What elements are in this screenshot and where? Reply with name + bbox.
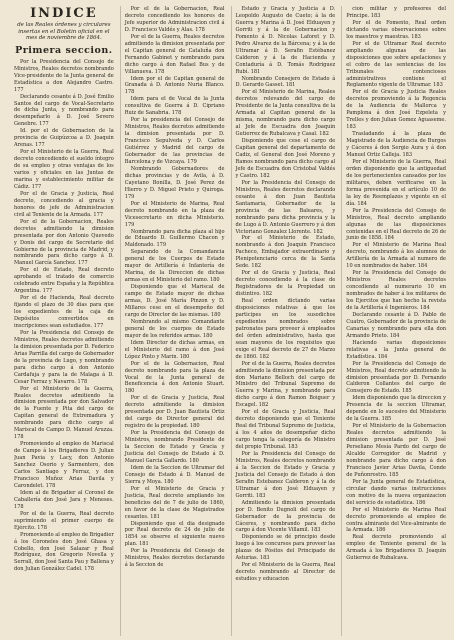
entry-text: Por el de la Gobernacion, Real decreto nombrando para la plaza de Vocal de la Junta general de Beneficencia á don Antonio Stuart. [124,360,225,388]
index-entry [125,361,225,396]
index-entry [236,534,336,562]
entry-text: cion militar y profesores del Principe. [346,6,446,19]
index-entry [14,386,114,442]
entry-text: Promoviendo al empleo de Mariscal de Campo á los Brigadieres D. Julian Juan Pavia y Lacy, don Antonio Sanchez Osorio y Sarmentero, don Carlos Santiago y Ferraz, y don Francisco Muñoz Arias Davila y Carondelet. [14,441,114,489]
index-entry [125,548,225,569]
index-entry [14,532,114,574]
entry-text: Estado y Gracia y Justicia á D. Leopoldo Augusto de Cueto; á la de Guerra y Marina á D. José Elduayen y Gorriti y á la de Gobernacion y Fomento á D. Nicolas Laforet y D. Pedro Alvarez de la Bárcena; y á la de Ultramar á D. Serafin Estébanez Calderon y á la de Hacienda y Contaduría á D. Tomás Rodriguez Rubí. [235,6,336,75]
index-entry [125,76,225,97]
entry-page-number: 183 [402,152,413,159]
index-entry [14,490,114,511]
entry-text: Nombrando Consejero de Estado á D. Gerardo Gasset. [235,75,336,89]
entry-page-number: 185 [381,416,392,423]
entry-text: Nombrando para dicha plaza al hijo de Eduardo D. Guillermo Chacon y Maldonado. [124,228,225,249]
entry-page-number: 184 [357,200,367,207]
entry-text: Declarando cesante á D. Pablo de Cuatro, Gobernador de la provincia de Canarias y nombrando para ella don Armando Prieto. [346,311,446,339]
entry-text: Por el Ministerio de Gracia y Justicia, Real decreto ampliando los beneficios del de 7 de julio de 1860, en favor de la clase de Magistrados cesantes. [124,485,225,520]
entry-text: Idem para el de Vocal de la Junta consultiva de Guerra á D. Cipriano Ruiz de Sanabria. [124,96,225,117]
entry-page-number: 178 [37,524,47,531]
entry-text: Por el Ministerio de la Guerra, Reales decretos admitiendo la dimision presentada por don Salvador de la Fuente y Pita del cargo de Capitan general de Extremadura y nombrando para dicho cargo al Mariscal de Campo D. Manuel Aruzza. [14,385,114,434]
index-entry [346,41,446,90]
index-entry [346,361,446,396]
entry-page-number: 180 [209,277,220,284]
entry-page-number: 181 [250,68,261,75]
entry-page-number: 177 [42,288,53,295]
entry-page-number: 177 [39,121,49,128]
entry-page-number: 184 [417,263,428,270]
index-entry [125,284,225,319]
entry-page-number: 181 [139,541,149,548]
entry-text: Por el Ministerio de Marina, Reales decretos relevando del cargo de Presidente de la Junta consultiva de la Armada al Capitan general de la misma, nombrando para dicho cargo al Jefe de Escuadra don Joaquin Gutierrez de Rubalcava y Casal. [235,89,336,138]
entry-text: Por el de Hacienda, Real decreto fijando el plazo de 30 dias para que los expedientes de la caja de Depósitos convertidos en inscripciones sean estudiados. [14,295,114,329]
entry-text: Por el Ministerio de Marina, Real decreto nombrando en la plaza de Vicesecretario en dicha Ministerio. [124,200,225,221]
entry-text: Real decreto promoviendo al empleo de Teniente general de la Armada á los Brigadieres D. Joaquin Gutierrez de Rubalcava. [346,534,446,562]
entry-page-number: 178 [195,26,205,33]
index-title: INDICE [30,6,98,21]
entry-page-number: 178 [171,110,182,117]
index-entry [125,201,225,229]
index-entry [346,208,446,243]
entry-text: Por la Junta general de Estadística, circular dando varias instrucciones con motivo de la nueva organizacion del servicio de estadística. [346,478,446,506]
entry-text: Por el de Fomento, Real orden dictando varias observaciones sobre los maestros y maestras. [346,19,446,40]
entry-text: Por el de Gracia y Justicia, Real decreto disponiendo que el Teniente Real del Tribunal Supremo de Justicia, á los 4 años de desempeñar dicho cargo tenga la categoría de Ministro del propio Tribunal. [235,409,336,451]
entry-page-number: 178 [14,503,24,510]
index-entry [125,465,225,486]
index-entry [14,295,114,330]
entry-page-number: 182 [319,131,329,138]
index-entry [346,159,446,208]
entry-text: Disponiendo que el dia designado por Real decreto de 24 de julio de 1854 se observe el siguiente nuevo plan. [124,520,225,548]
entry-text: Por la Presidencia del Consejo de Ministros, Reales decretos declarando á la Seccion de [124,548,225,569]
entry-text: Por el de Estado, Real decreto aprobando el tratado de comercio celebrado entre España y la República Argentina. [14,267,114,295]
index-entry [346,20,446,41]
entry-text: Idem al de Brigadier al Coronel de Caballería don José Jara y Meneses. [14,489,114,503]
entry-page-number: 179 [124,221,135,228]
entry-page-number: 179 [187,158,197,165]
index-entry [236,6,336,76]
entry-text: Por el de la Gobernacion, Reales decretos admitiendo la dimision presentada por don Antonio Quevedo y Donis del cargo de Secretario del Gobierno de la provincia de Madrid, y nombrando para dicho cargo á D. Manuel García Sanchez. [14,218,114,267]
index-entry [125,117,225,166]
entry-page-number: 183 [346,124,356,131]
entry-text: Por la Presidencia del Consejo de Ministros, Reales decretos nombrando á la Seccion de Estado y Gracia y Justicia del Consejo de Estado á don Serafin Estebanez Calderon y á la de Ultramar á don José Elduayen y Gorriti. [235,451,336,499]
index-entry [346,340,446,361]
entry-text: Por el Ministerio de Estado, nombrando á don Joaquin Francisco Pacheco, Embajador extraordinario y Plenipotenciario cerca de la Santa Sede. [235,235,336,270]
index-entry [125,319,225,340]
index-entry [125,521,225,549]
entry-page-number: 186 [415,499,426,506]
entry-text: Por la Presidencia del Consejo de Ministros, Real decreto admitiendo la dimision presentada por D. Fernando Calderon Collantes del cargo de Consejero de Estado. [346,360,446,395]
entry-text: Por el de Ultramar Real decreto ampliando algunas de las disposiciones que sobre apelaciones y el cobro de las sentencias de los Tribunales contenciosos administrativos contiene el Reglamento vigente de Ultramar. [346,40,446,89]
entry-text: Nombrando Gobernadores de dichas provincias y de Avila, á D. Cayetano Bonilla, D. José Perez de Hierro y D. Miguel Prieto y Quiroga. [124,165,225,193]
entry-page-number: 182 [262,291,273,298]
index-entry [236,451,336,500]
entry-page-number: 180 [124,388,135,395]
entry-text: Por el de Gracia y Justicia, Real decreto concediendo á la clase de Registradores de la Propiedad un distintivo. [235,270,336,298]
index-entry [346,6,446,20]
index-entry [14,94,114,129]
entry-page-number: 184 [389,332,400,339]
column-2-entries [125,6,225,569]
entry-text: Por el Ministerio de la Gobernacion Reales decretos admitiendo la dimision presentada por D. José Perseliano Mesía Pardo del cargo de Alcalde Corregidor de Madrid y nombrando para dicho cargo á don Francisco Javier Arias Davila, Conde de Puñonrostro. [346,423,446,478]
entry-page-number: 182 [313,228,323,235]
index-entry [14,267,114,295]
column-4 [341,6,446,636]
entry-page-number: 184 [420,304,430,311]
entry-text: Por el Ministerio de la Guerra, Real decreto nombrando al Director de estudios y educacion [235,562,336,583]
index-entry [346,89,446,131]
column-1 [14,6,114,636]
entry-text: Por la Presidencia del Consejo de Ministros, Reales decretos admitiendo la dimision presentada por D. Federico Arias Parrilla del cargo de Gobernador de la provincia de Lugo, y nombrando para dicho cargo á don Antonio Cardafuja y para la de Malaga á D. Cesar Ferraz y Navarro. [14,329,114,385]
index-entry [14,330,114,386]
index-entry [14,191,114,219]
index-entry [346,270,446,312]
entry-page-number: 178 [154,68,165,75]
index-entry [14,441,114,490]
index-entry [14,219,114,268]
index-entry [236,235,336,270]
entry-page-number: 178 [77,378,88,385]
index-entry [14,59,114,94]
index-entry [125,96,225,117]
entry-text: Idem de la Seccion de Ultramar del Consejo de Estado á D. Manuel de Sierra y Moya. [124,464,225,485]
entry-page-number: 183 [411,33,421,40]
index-entry [236,89,336,138]
entry-text: Por el de la Gobernacion, Real decreto concediendo los honores de Jefe superior de Administracion civil á D. Francisco Valdés y Alas. [124,6,225,33]
entry-page-number: 182 [251,263,262,270]
entry-text: Declarando cesante á D. José Emilio Santos del cargo de Vocal-Secretario de dicha Junta, y nombrando para desempeñarlo á D. José Severo Genebre. [14,93,114,128]
index-entry [236,562,336,583]
entry-text: Por el de Gracia y Justicia, Real decreto, concediendo al gracia y honores de jefe de Administracion civil al Teniente de la Armada. [14,190,114,218]
entry-page-number: 178 [124,89,135,96]
entry-text: Por la Presidencia del Consejo de Ministros, nombrando Presidente de la Seccion de Estado y Gracia y Justicia del Consejo de Estado á D. Manuel Garcia Gallardo. [124,430,225,464]
entry-page-number: 185 [388,471,399,478]
entry-page-number: 183 [255,492,266,499]
entry-text: Promoviendo al empleo de Brigadier á los Coroneles don José Ghasa y Cobello, don José Salazar y Real Rodríguez, don Gregorio Novella y Serrall, don José Santa Pau y Ballena y don Julian González Cadel. [14,531,114,573]
entry-text: Por la Presidencia del Consejo de Ministros, Reales decretos nombrando Vice-presidente de la Junta general de Estadística a don Alejandro Castro. [14,58,114,86]
index-entry [236,409,336,451]
index-entry [125,166,225,201]
index-entry [346,131,446,159]
entry-page-number: 180 [189,457,199,464]
index-entry [125,249,225,284]
entry-page-number: 183 [288,444,298,451]
index-entry [346,479,446,507]
index-entry [125,34,225,76]
entry-page-number: 185 [402,388,412,395]
entry-page-number: 178 [14,434,24,441]
entry-text: Haciendo varias disposiciones relativas a la Junta general de Estadística. [346,339,446,360]
index-entry [236,76,336,90]
entry-text: Por el de Gracia y Justicia, Real decreto admitiendo la dimision presentada por D. Juan Bautista Ortiz del cargo de Director general del registro de la propiedad. [124,395,225,430]
entry-page-number: 177 [93,211,104,218]
entry-text: Por el Ministerio de Marina Real decreto promoviendo al empleo de contra almirante del Vice-almirante de la Armada. [346,506,446,534]
index-entry [346,534,446,562]
index-entry [346,395,446,423]
index-entry [125,430,225,465]
index-header [14,6,114,57]
entry-page-number: 179 [156,242,167,249]
entry-page-number: 180 [179,353,190,360]
entry-page-number: 178 [45,482,56,489]
index-entry [14,149,114,191]
entry-page-number: 186 [375,527,386,534]
entry-text: Idem Director de dichas armas, en el Ministerio del ramo á don José López Pinto y Marin. [124,339,225,360]
entry-page-number: 181 [285,82,296,89]
entry-text: Por la Presidencia del Consejo de Ministros Reales decretos concediendo al numerario 10 en nombrados de haber á los militares de los Ejercitos que han hecho la revista de la Artillería é Ingenieros. [346,270,446,311]
entry-text: Por el Ministerio de Marina Real decreto, nombrando á los alumnos de Artillería de la Armada al numero de 10 en nombrados de haber. [346,242,446,270]
column-3 [231,6,336,636]
entry-page-number: 184 [384,235,395,242]
entry-page-number: 180 [210,311,221,318]
entry-text: Idem por el de Capitan general de Granada á D. Antonio Nuria Blanco. [124,75,225,89]
entry-page-number: 184 [377,353,388,360]
section-heading: Primera seccion. [15,44,113,56]
column-4-entries [346,6,446,562]
index-entry [125,229,225,250]
entry-text: Por la Presidencia del Consejo de Ministros, Reales decretos declarando cesante á don Juan Bautista Santamaria, Gobernador de la provincia de las Baleares, y nombrando para dicha provincia y la de Lugo á D. Antonio Guerrero y á don Victoriano Gonzalez Llorente. [235,179,336,235]
entry-text: Por el de la Guerra, Real decreto suprimiendo el primer cuerpo de Ejército. [14,510,114,531]
entry-text: Separando de la Comandancia general de los Cuerpos de Estado mayor de Artillería é Infantería de Marina, de la Direccion de dichas armas en el Ministerio del ramo. [124,249,225,284]
index-entry [236,500,336,535]
entry-text: Idem disponiendo que la direccion y Presencia de la seccion Ultramar, depende en lo sucesivo del Ministerio de la Guerra. [346,395,446,423]
entry-text: Admitiendo la dimision presentada por D. Benito Dugnoli del cargo de Gobernador de la provincia de Cáceres, y nombrando para dicho cargo á don Vicente Villamil. [235,499,336,534]
entry-page-number: 182 [258,402,269,409]
column-2 [120,6,225,636]
entry-page-number: 180 [163,478,174,485]
index-entry [125,486,225,521]
entry-text: Id. por el de Gobernacion de la provincia de Guipúzcoa a D. Joaquin Arenas. [14,128,114,149]
index-entry [346,242,446,270]
entry-text: Nombrando al mismo Comandante general de los cuerpos de Estado mayor de los referidos armas. [124,318,225,339]
index-entry [14,511,114,532]
index-entry [346,312,446,340]
entry-text: Disponiendo se dé principio desde luego á los concursos para proveer las plazas de Pósitos del Principado de Asturias. [235,534,336,562]
entry-text: Por la Presidencia del Consejo de Ministros, Real decreto ampliando algunas de las disposiciones contenidas en el Real decreto de 26 de junio de 1858. [346,207,446,242]
entry-page-number: 180 [189,423,200,430]
entry-text: Real orden dictando varias disposiciones relativas á que los participes en los susodichos expedientes nombrados sobre patronatos para proveer á empleados del órden administrativo, hasta que sean mayores de los requisitos que exige el Real decreto de 27 de Marzo de 1860. [235,298,336,360]
entry-page-number: 182 [259,353,270,360]
index-entry [236,270,336,298]
entry-page-number: 179 [124,193,135,200]
index-subtitle: de las Reales órdenes y circulares insertas en el Boletin oficial en el mes de noviembre de 1864. [17,22,111,42]
entry-text: Disponiendo que el Mariscal de campo de Estado mayor de dichas armas, D. José María Pinzon y D. Millares cese en el desempeño del cargo de Director de las mismas. [124,284,225,318]
index-entry [236,361,336,410]
entry-page-number: 183 [433,82,443,89]
entry-text: Por el de la Guerra, Reales decretos admitiendo la dimision presentada por don Mariano Belloch del cargo de Ministro del Tribunal Supremo de Guerra y Marina, y nombrando para dicho cargo á don Ramon Boiguer y Escagel. [235,360,336,409]
index-entry [14,128,114,149]
entry-text: Disponiendo que cese el cargo de Capitan general del departamento de Cadiz, el General don José Moreno y Ramos nombrando para dicho cargo al Jefe de Escuadra don Cristobal Valdés y Castro. [235,138,336,179]
index-entry [125,395,225,430]
index-entry [125,6,225,34]
entry-page-number: 183 [370,12,381,19]
entry-text: Por la presidencia del Consejo de Ministros, Reales decretos admitiendo la dimision presentada por D. Francisco Sepulveda y D. Carlos Gutiérrez y Madrid del cargo de Gobernador de las provincias de Barcelona y de Vizcaya. [124,117,225,165]
entry-page-number: 180 [202,332,213,339]
entry-page-number: 183 [259,555,270,562]
column-1-entries [14,59,114,574]
entry-page-number: 177 [14,86,24,93]
index-entry [125,340,225,361]
entry-text: Por el de la Guerra, Reales decretos admitiendo la dimision presentada por el Capitan general de Cataluña don Fernando Gabinet y nombrando para dicho cargo á don Rafael Bus y de Villanueva. [124,33,225,75]
entry-page-number: 182 [260,172,270,179]
index-entry [346,423,446,479]
entry-page-number: 177 [93,323,104,329]
entry-text: Por el Ministerio de la Guerra, Real orden disponiendo que la antiguedad de los pertenecientes cansados por los militares, deben verificarse en la forma prevenida en el artículo 10 de la ley de Reemplazos y vigente en el día. [346,158,446,207]
entry-page-number: 177 [31,183,42,190]
entry-page-number: 181 [150,513,160,520]
index-entry [236,180,336,236]
entry-text: Trasladando á la plaza de Magistrado de la Audiencia de Burgos y Cáceres á don Sergio Aura y á don Manuel Ortiz Calleja. [346,131,446,159]
entry-page-number: 177 [35,142,45,149]
column-3-entries [236,6,336,583]
entry-page-number: 177 [78,260,88,267]
entry-text: Por el Ministerio de la Guerra, Real decreto concediendo el sueldo íntegro de su empleo y otras ventajas de los varios y oficiales en las Juntas de marina y establecimiento militar de Cádiz. [14,149,114,190]
index-entry [236,138,336,180]
entry-page-number: 178 [84,566,94,573]
index-entry [236,298,336,361]
index-entry [346,507,446,535]
entry-text: Por el de Gracia y Justicia Reales decretos promoviendo á la Regencia de la Audiencia de Mallorca y Pamplona á don José Ezpeleta y Trelles y don Julian Gomez Aguaseme. [346,89,446,124]
entry-page-number: 183 [310,527,321,534]
